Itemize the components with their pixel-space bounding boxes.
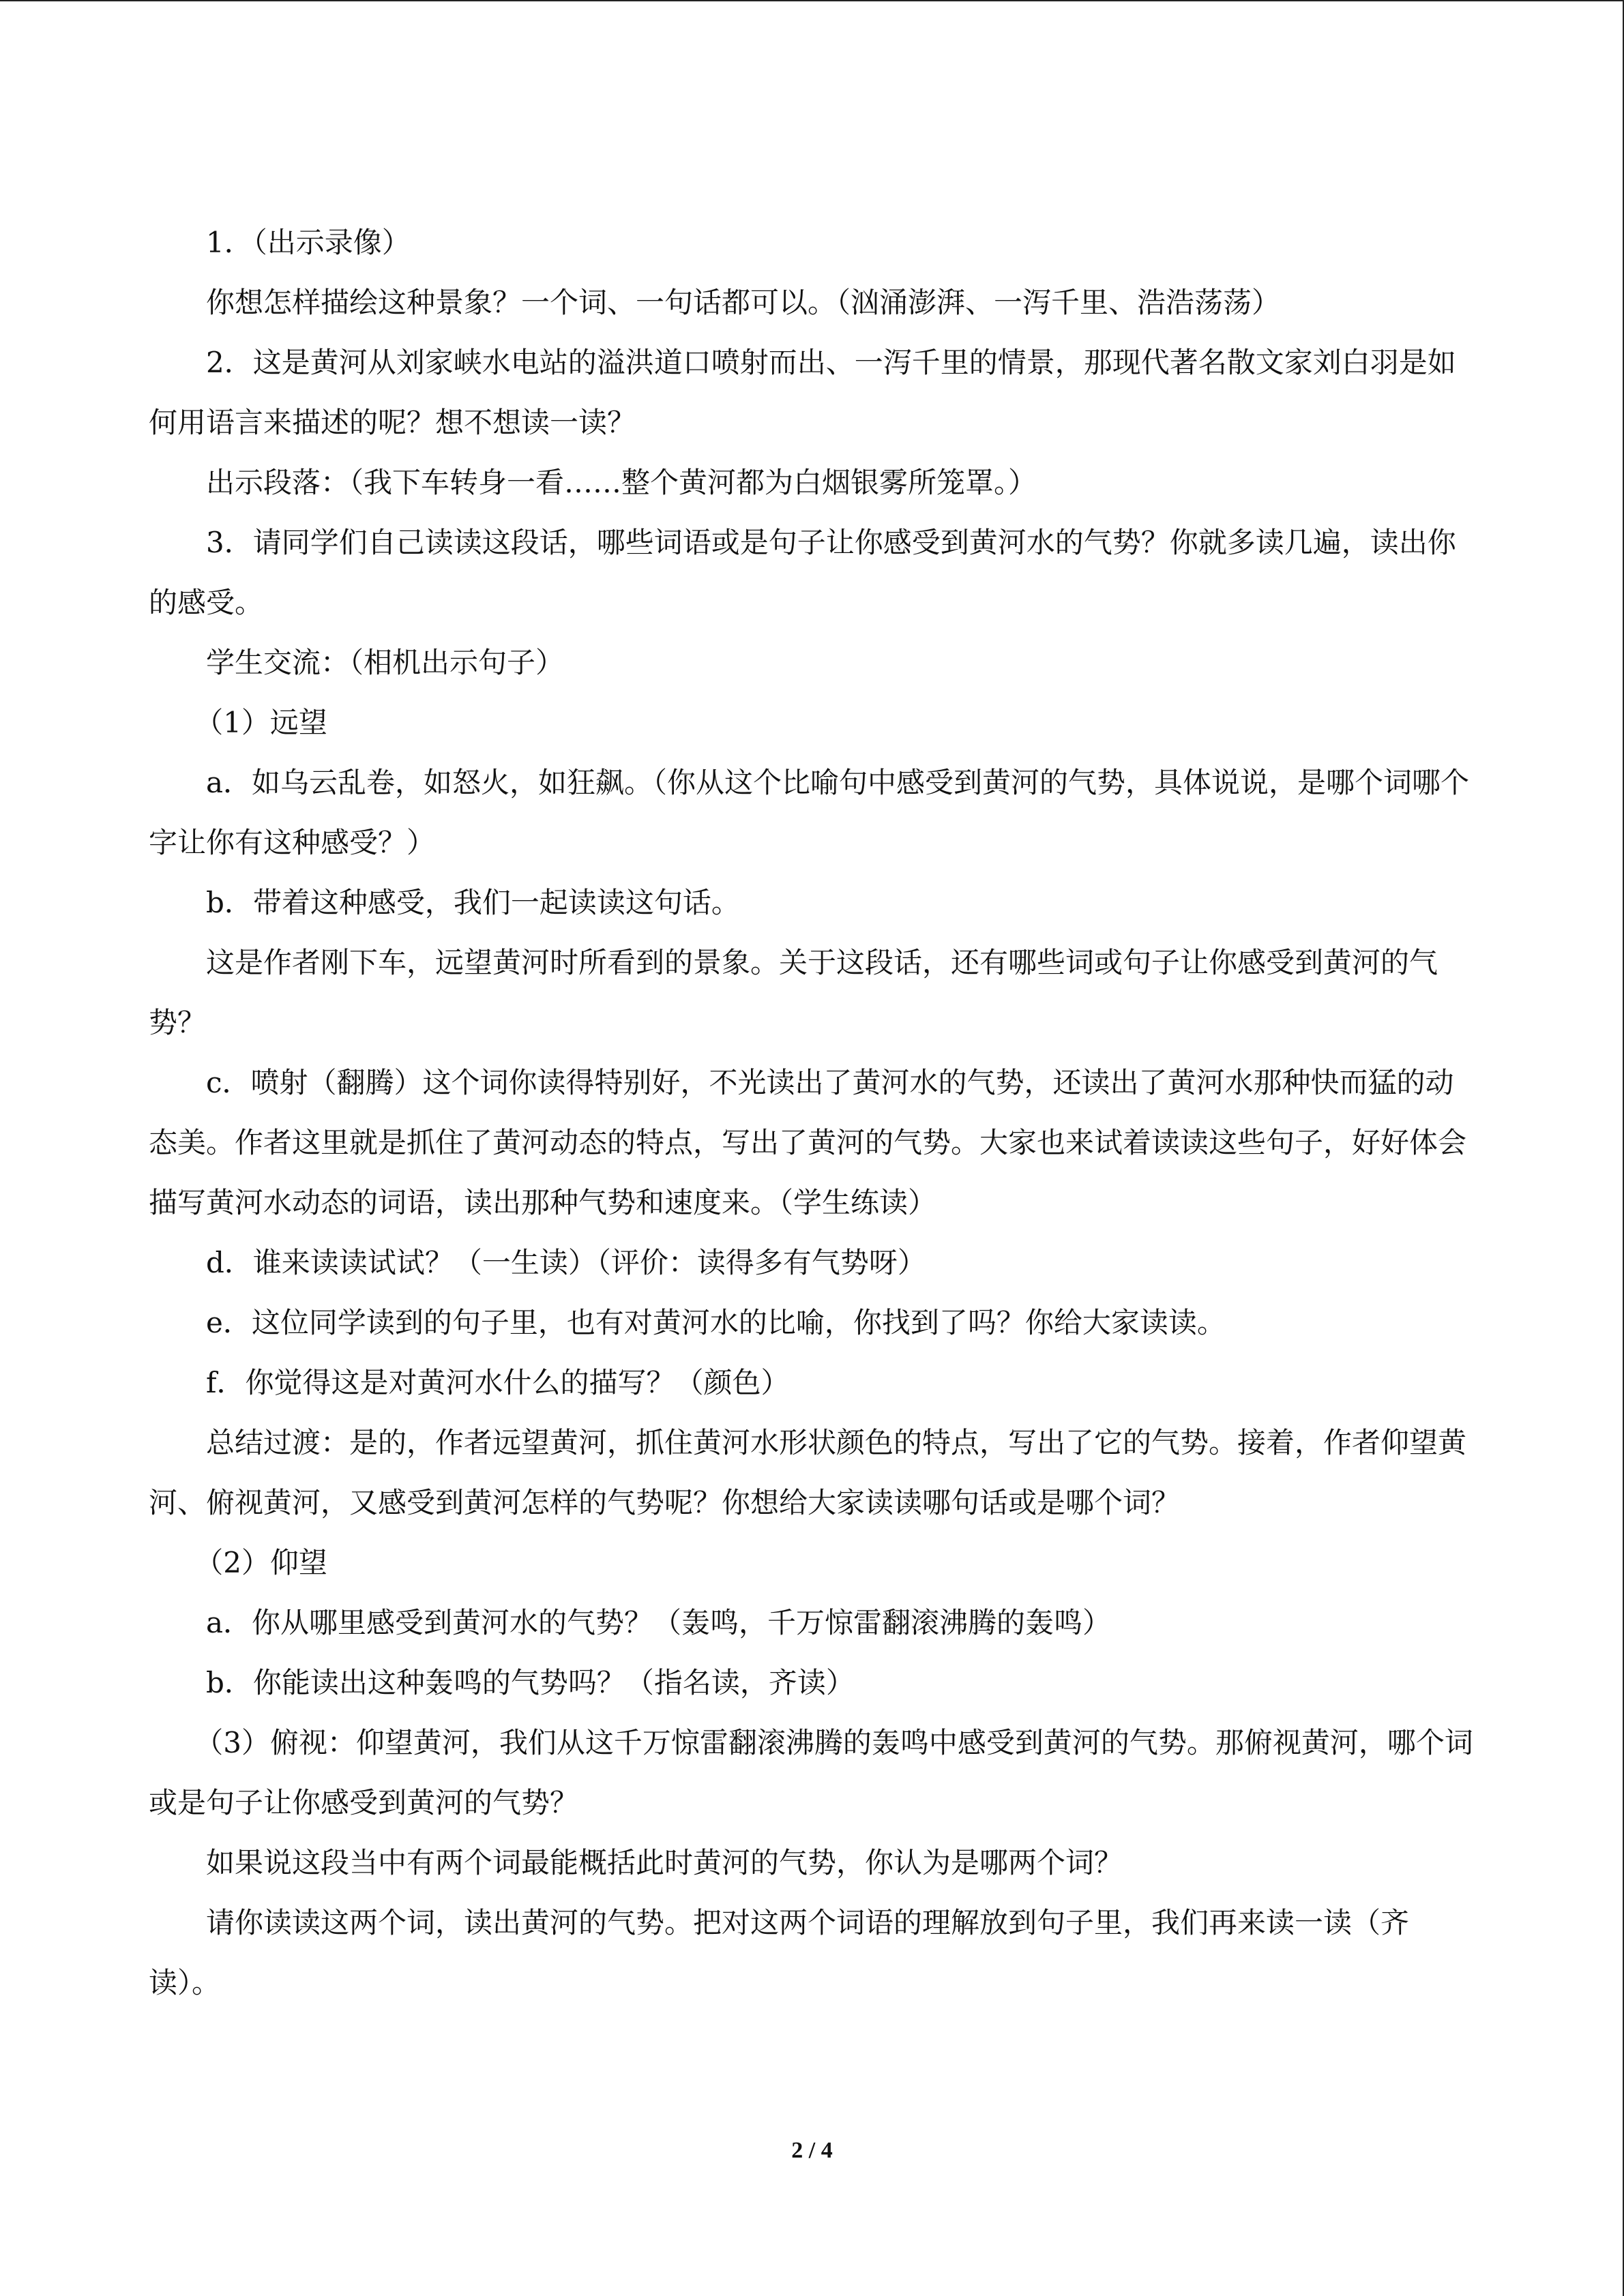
paragraph: d．谁来读读试试？（一生读）（评价：读得多有气势呀）	[206, 1246, 926, 1279]
paragraph: 学生交流：（相机出示句子）	[206, 646, 565, 679]
paragraph: 你想怎样描绘这种景象？一个词、一句话都可以。（汹涌澎湃、一泻千里、浩浩荡荡）	[206, 286, 1281, 319]
paragraph: a．你从哪里感受到黄河水的气势？（轰鸣，千万惊雷翻滚沸腾的轰鸣）	[206, 1606, 1112, 1639]
paragraph: b．你能读出这种轰鸣的气势吗？（指名读，齐读）	[206, 1666, 855, 1699]
paragraph: 1．（出示录像）	[206, 226, 411, 259]
paragraph: e．这位同学读到的句子里，也有对黄河水的比喻，你找到了吗？你给大家读读。	[206, 1306, 1226, 1339]
paragraph: 这是作者刚下车，远望黄河时所看到的景象。关于这段话，还有哪些词或句子让你感受到黄河的气势？	[149, 946, 1438, 1039]
paragraph: 2．这是黄河从刘家峡水电站的溢洪道口喷射而出、一泻千里的情景，那现代著名散文家刘白羽是如何用语言来描述的呢？想不想读一读？	[149, 346, 1456, 439]
paragraph: 总结过渡：是的，作者远望黄河，抓住黄河水形状颜色的特点，写出了它的气势。接着，作者仰望黄河、俯视黄河，又感受到黄河怎样的气势呢？你想给大家读读哪句话或是哪个词？	[149, 1426, 1467, 1519]
section-heading: （1）远望	[194, 706, 327, 739]
paragraph: 3．请同学们自己读读这段话，哪些词语或是句子让你感受到黄河水的气势？你就多读几遍，读出你的感受。	[149, 526, 1456, 619]
paragraph: f．你觉得这是对黄河水什么的描写？（颜色）	[206, 1366, 790, 1399]
paragraph: a．如乌云乱卷，如怒火，如狂飙。（你从这个比喻句中感受到黄河的气势，具体说说，是哪个词哪个字让你有这种感受？）	[149, 766, 1470, 859]
paragraph: b．带着这种感受，我们一起读读这句话。	[206, 886, 740, 919]
page-number: 2 / 4	[791, 2138, 833, 2163]
paragraph: 如果说这段当中有两个词最能概括此时黄河的气势，你认为是哪两个词？	[206, 1846, 1123, 1879]
section-heading: （2）仰望	[194, 1546, 327, 1579]
paragraph: （3）俯视：仰望黄河，我们从这千万惊雷翻滚沸腾的轰鸣中感受到黄河的气势。那俯视黄河，哪个词或是句子让你感受到黄河的气势？	[149, 1726, 1473, 1819]
paragraph: 出示段落：（我下车转身一看……整个黄河都为白烟银雾所笼罩。）	[206, 466, 1037, 499]
paragraph: c．喷射（翻腾）这个词你读得特别好，不光读出了黄河水的气势，还读出了黄河水那种快而猛的动态美。作者这里就是抓住了黄河动态的特点，写出了黄河的气势。大家也来试着读读这些句子，好好体会描写黄河水动态的词语，读出那种气势和速度来。（学生练读）	[149, 1066, 1467, 1219]
document-body	[149, 213, 1475, 2013]
paragraph: 请你读读这两个词，读出黄河的气势。把对这两个词语的理解放到句子里，我们再来读一读（齐读）。	[149, 1906, 1410, 1999]
